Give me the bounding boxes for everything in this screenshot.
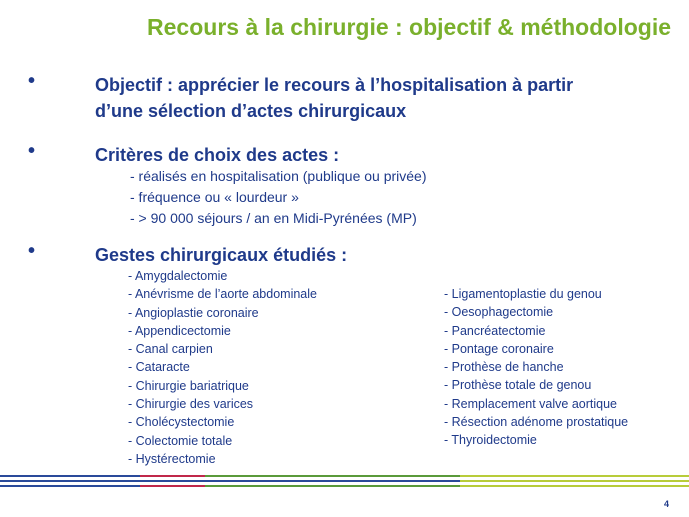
geste-item: - Chirurgie bariatrique (128, 378, 249, 393)
geste-item: - Hystérectomie (128, 451, 216, 466)
gestes-left-column (128, 267, 317, 468)
criteres-heading: Critères de choix des actes : (95, 145, 340, 165)
geste-item: - Angioplastie coronaire (128, 305, 259, 320)
page-number: 4 (663, 499, 669, 509)
objectif-line-2: d’une sélection d’actes chirurgicaux (95, 101, 407, 121)
geste-item: - Chirurgie des varices (128, 397, 254, 412)
geste-item: - Cataracte (128, 360, 190, 375)
geste-item: - Thyroidectomie (444, 433, 537, 448)
critere-item: - réalisés en hospitalisation (publique ou privée) (130, 168, 427, 184)
footer-stripes (0, 473, 689, 491)
gestes-right-column (444, 285, 628, 450)
slide-title: Recours à la chirurgie : objectif & méthodologie (147, 14, 671, 40)
stripe-red-band (140, 475, 205, 487)
geste-item: - Prothèse de hanche (444, 360, 564, 375)
geste-item: - Pancréatectomie (444, 323, 546, 338)
bullet-dot-icon: • (28, 240, 36, 262)
critere-item: - > 90 000 séjours / an en Midi-Pyrénées (MP) (130, 210, 417, 226)
stripe-lime-band (460, 475, 689, 487)
geste-item: - Cholécystectomie (128, 415, 235, 430)
geste-item: - Résection adénome prostatique (444, 415, 629, 430)
geste-item: - Oesophagectomie (444, 305, 554, 320)
geste-item: - Appendicectomie (128, 323, 231, 338)
geste-item: - Canal carpien (128, 342, 213, 357)
bullet-dot-icon: • (28, 70, 36, 92)
geste-item: - Pontage coronaire (444, 341, 554, 356)
objectif-line-1: Objectif : apprécier le recours à l’hospitalisation à partir (95, 75, 574, 95)
stripe-blue-band (0, 475, 140, 487)
geste-item: - Remplacement valve aortique (444, 396, 617, 411)
geste-item: - Colectomie totale (128, 433, 233, 448)
stripe-green-band (205, 475, 460, 487)
geste-item: - Anévrisme de l’aorte abdominale (128, 287, 317, 302)
gestes-heading: Gestes chirurgicaux étudiés : (95, 245, 348, 265)
bullet-dot-icon: • (28, 140, 36, 162)
geste-item: - Prothèse totale de genou (444, 378, 592, 393)
geste-item: - Amygdalectomie (128, 269, 228, 283)
critere-item: - fréquence ou « lourdeur » (130, 189, 299, 205)
geste-item: - Ligamentoplastie du genou (444, 287, 602, 301)
